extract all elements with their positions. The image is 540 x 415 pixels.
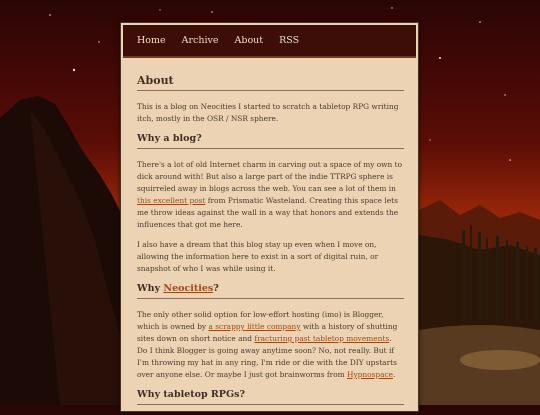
link-neocities[interactable]: Neocities bbox=[163, 283, 214, 294]
heading-why-blog: Why a blog? bbox=[137, 133, 404, 149]
nav-about[interactable]: About bbox=[234, 35, 264, 46]
link-hypnospace[interactable]: Hypnospace bbox=[347, 370, 394, 379]
link-fracturing-movements[interactable]: fracturing past tabletop movements bbox=[254, 334, 390, 343]
why-blog-paragraph-1: There's a lot of old Internet charm in carving out a space of my own to dick around with! But also a large part of the indie TTRPG sphere is squirreled away in blogs across the web. You can see a lot of them in this excellent post from Prismatic Wasteland. Creating this space lets me throw ideas against the wall in a way that honors and extends the influences that got me here. bbox=[137, 160, 403, 229]
post-content bbox=[137, 75, 404, 415]
why-neocities-paragraph: The only other solid option for low-effort hosting (imo) is Blogger, which is owned by a scrappy little company with a history of shutting sites down on short notice and fracturing past tabletop movements. Do I think Blogger is going away anytime soon? No, not really. But if I'm throwing my hat in any ring, I'm ride or die with the DIY upstarts over anyone else. Or maybe I just got brainworms from Hypnospace. bbox=[137, 310, 398, 379]
page-title: About bbox=[137, 75, 404, 91]
nav-archive[interactable]: Archive bbox=[181, 35, 219, 46]
nav-rss[interactable]: RSS bbox=[279, 35, 300, 46]
top-nav bbox=[123, 25, 416, 58]
why-blog-paragraph-2: I also have a dream that this blog stay up even when I move on, allowing the information here to exist in a sort of digital ruin, or snapshot of who I was while using it. bbox=[137, 240, 379, 273]
link-excellent-post[interactable]: this excellent post bbox=[137, 196, 206, 205]
nav-home[interactable]: Home bbox=[137, 35, 166, 46]
main-column bbox=[120, 22, 419, 412]
intro-paragraph: This is a blog on Neocities I started to scratch a tabletop RPG writing itch, mostly in the OSR / NSR sphere. bbox=[137, 102, 399, 123]
heading-why-neocities: Why Neocities? bbox=[137, 283, 404, 299]
link-scrappy-company[interactable]: a scrappy little company bbox=[208, 322, 301, 331]
heading-why-tabletop: Why tabletop RPGs? bbox=[137, 389, 404, 405]
